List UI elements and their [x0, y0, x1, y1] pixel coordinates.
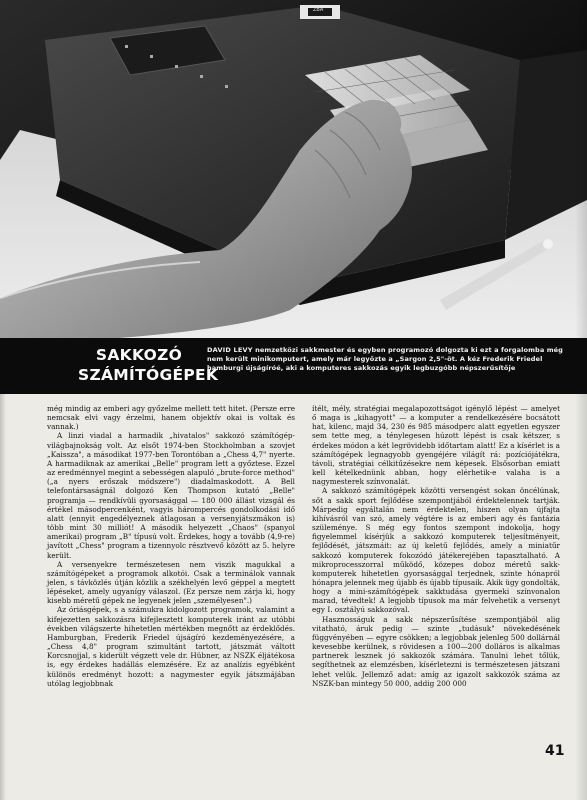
paragraph: még mindig az emberi agy győzelme mellett tett hitet. (Persze erre nemcsak elvi vagy érzelmi, hanem objektív okai is voltak és vannak.)	[47, 404, 295, 432]
page-number: 41	[545, 743, 565, 759]
paragraph: A versenyekre természetesen nem viszik magukkal a számítógépeket a programok alkotói. Csak a terminálok vannak jelen, s távközlés útján közlik a székhelyén levő géppel a megtett lépéseket, amely ugyanígy válaszol. (Ez persze nem zárja ki, hogy kisebb méretű gépek ne legyenek jelen „személyesen".)	[47, 559, 295, 606]
title-line-1: SAKKOZÓ	[95, 346, 183, 364]
page-edge-shadow	[575, 0, 587, 800]
title-line-2: SZÁMÍTÓGÉPEK	[78, 366, 219, 384]
photo-tag: ZBA	[313, 7, 324, 13]
photo-caption	[207, 346, 565, 374]
text-column-left	[47, 404, 295, 688]
paragraph: A linzi viadal a harmadik „hivatalos" sakkozó számítógép-világbajnokság volt. Az elsőt 1974-ben Stockholmban a szovjet „Kaissza", a másodikat 1977-ben Torontóban a „Chess 4,7" nyerte. A harmadiknak az amerikai „Belle" program lett a győztese. Ezzel az eredménnyel megint a sebességen alapuló „brute-force method" („a nyers erőszak módszere") diadalmaskodott. A Bell telefontársaságnál dolgozó Ken Thompson kutató „Belle" programja — rendkívüli gyorsasággal — 180 000 állást vizsgál és értékel másodpercenként, vagyis hárompercés gondolkodási idő alatt (ennyit engedélyeznek átlagosan a versenyjátszmákon is) több mint 30 milliót! A második helyezett „Chaos" (spanyol amerikai) program „B" típusú volt. Érdekes, hogy a tovább (4,9-re) javított „Chess" program a tizennyolc résztvevő között az 5. helyre került.	[47, 431, 295, 560]
article-title	[78, 345, 219, 385]
text-column-right	[312, 404, 560, 688]
paragraph: ítélt, mély, stratégiai megalapozottságot igénylő lépést — amelyet ő maga is „kihagyott" — a komputer a rendelkezésére bocsátott hat, kilenc, majd 34, 230 és 985 másodperc alatt egyetlen egyszer sem tette meg, a ténylegesen húzott lépést is csak kétszer, s érdekes módon a két legrövidebb időtartam alatt! Ez a kísérlet is a számítógépek legnagyobb gyengéjére világít rá: pozíciójátékra, távoli, stratégiai célkitűzésekre nem képesek. Elsősorban emiatt kell kételkednünk abban, hogy elérhetik-e valaha is a nagymesterek színvonalát.	[312, 404, 560, 487]
paragraph: Az óriásgépek, s a számukra kidolgozott programok, valamint a kifejezetten sakkozásra kifejlesztett komputerek iránt az utóbbi években világszerte hihetetlen mértékben megnőtt az érdeklődés. Hamburgban, Frederik Friedel újságíró kezdeményezésére, a „Chess 4,8" program szimultánt tartott, játszmát váltott Korcsnojjal, s kiderült végzett vele dr. Hübner, az NSZK éljátékosa is, egy érdekes hadállás elemzésére. Ez az analízis egyébként különös eredményt hozott: a nagymester egyik játszmájában utólag legjobbnak	[47, 605, 295, 688]
page-gutter-shadow	[0, 392, 6, 800]
paragraph: A sakkozó számítógépek közötti versengést sokan öncélúnak, sőt a sakk sport fejlődése szempontjából érdektelennek tartják. Márpedig egyáltalán nem érdektelen, hiszen olyan újfajta kihívásról van szó, amely végtére is az emberi agy és fantázia szüleménye. S még egy fontos szempont indokolja, hogy figyelemmel kísérjük a sakkozó komputerek teljesítményeit, fejlődését, játszmáit: az új keletű fejlődés, amely a miniatűr sakkozó komputerek fokozódó játékerejében tapasztalható. A mikroprocesszorral működő, közepes doboz méretű sakk-komputerek hihetetlen gyorsasággal terjednek, szinte hónapról hónapra jelennek meg újabb és újabb típusaik. Akik ügy gondolták, hogy a mini-számítógépek sakktudása gyermeki színvonalon marad, tévedtek! A legjobb típusok ma már felvehetik a versenyt egy I. osztályú sakkozóval.	[312, 486, 560, 615]
paragraph: Hasznosságuk a sakk népszerűsítése szempontjából alig vitatható, áruk pedig — szinte „tudásuk" növekedésének függvényében — egyre csökken; a legjobbak jelenleg 500 dollárnál kevesebbe kerülnek, s rövidesen a 100—200 dolláros is alkalmas partnerek lesznek jó sakkozók számára. Tanulni lehet tőlük, segíthetnek az elemzésben, kísérletezni is természetesen játszani lehet velük. Jellemző adat: amíg az igazolt sakkozók száma az NSZK-ban mintegy 50 000, addig 200 000	[312, 614, 560, 688]
caption-text: nemzetközi sakkmester és egyben programozó dolgozta ki ezt a forgalomba még nem került minikomputert, amely már legyőzte a „Sargon 2,5"-öt. A kéz Frederik Friedel hamburgi újságíróé, aki a komputeres sakkozás egyik legbuzgóbb népszerűsítője	[207, 346, 563, 373]
caption-name: DAVID LEVY	[207, 346, 253, 354]
chess-computer-photo	[0, 0, 587, 392]
